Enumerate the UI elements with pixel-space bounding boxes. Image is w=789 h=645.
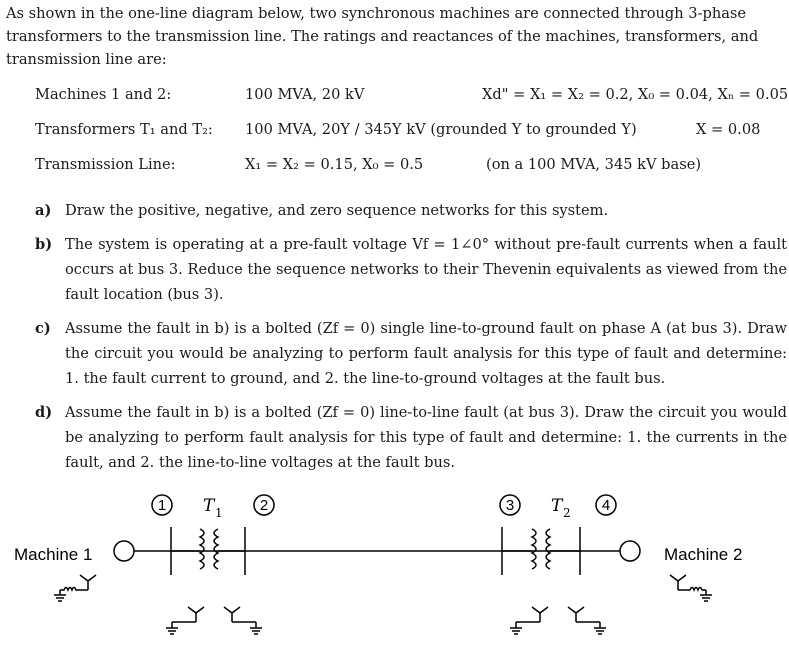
machine-1-symbol [114, 541, 134, 561]
t1-secondary-grounded-y-icon [224, 607, 262, 634]
question-c [35, 316, 787, 391]
question-d-label: d) [35, 404, 53, 421]
question-a-text: Draw the positive, negative, and zero sequence networks for this system. [65, 202, 609, 219]
reactances-transformers: X = 0.08 [696, 121, 761, 138]
question-b [35, 232, 787, 307]
rating-label-line: Transmission Line: [35, 156, 176, 173]
reactances-line: X₁ = X₂ = 0.15, X₀ = 0.5 [245, 156, 424, 173]
t2-secondary-grounded-y-icon [568, 607, 606, 634]
transformer-t1-symbol [171, 529, 245, 569]
question-b-label: b) [35, 236, 53, 253]
t2-label: T [551, 496, 563, 516]
machine-2-grounded-y-icon [670, 575, 712, 601]
t2-primary-grounded-y-icon [510, 607, 548, 634]
intro-paragraph: As shown in the one-line diagram below, two synchronous machines are connected through 3-phase transformers to the transmission line. The ratings and reactances of the machines, transformers, and transmission line are: [6, 5, 759, 68]
transformer-t2-symbol [502, 529, 580, 569]
machine-1-grounded-y-icon [54, 575, 96, 601]
question-d-text: Assume the fault in b) is a bolted (Zf = 0) line-to-line fault (at bus 3). Draw the circuit you would be analyzing to perform fault analysis for this type of fault and determine: 1. the currents in the fault, and 2. the line-to-line voltages at the fault bus. [65, 404, 787, 471]
rating-label-machines: Machines 1 and 2: [35, 86, 172, 103]
t1-primary-grounded-y-icon [166, 607, 204, 634]
reactances-machines: Xd" = X₁ = X₂ = 0.2, X₀ = 0.04, Xₙ = 0.05 [482, 86, 789, 103]
line-base-note: (on a 100 MVA, 345 kV base) [486, 156, 702, 173]
question-c-text: Assume the fault in b) is a bolted (Zf = 0) single line-to-ground fault on phase A (at bus 3). Draw the circuit you would be analyzing to perform fault analysis for this type of fault and determine: 1. the fault current to ground, and 2. the line-to-ground voltages at the fault bus. [65, 320, 787, 387]
t1-label: T [203, 496, 215, 516]
t2-subscript: 2 [563, 506, 571, 520]
t1-subscript: 1 [215, 506, 223, 520]
machine-2-label: Machine 2 [664, 545, 743, 564]
rating-value-machines: 100 MVA, 20 kV [245, 86, 365, 103]
rating-label-transformers: Transformers T₁ and T₂: [35, 121, 213, 138]
machine-1-label: Machine 1 [14, 545, 93, 564]
question-c-label: c) [35, 320, 51, 337]
question-d [35, 400, 787, 475]
question-a-label: a) [35, 202, 52, 219]
question-a [35, 198, 787, 223]
machine-2-symbol [620, 541, 640, 561]
bus-1-number: 1 [157, 497, 167, 514]
bus-2-number: 2 [259, 497, 269, 514]
rating-value-transformers: 100 MVA, 20Y / 345Y kV (grounded Y to grounded Y) [245, 121, 637, 138]
one-line-diagram [0, 487, 789, 645]
bus-4-number: 4 [601, 497, 611, 514]
bus-3-number: 3 [505, 497, 515, 514]
question-b-text: The system is operating at a pre-fault voltage Vf = 1∠0° without pre-fault currents when a fault occurs at bus 3. Reduce the sequence networks to their Thevenin equivalents as viewed from the fault location (bus 3). [65, 236, 787, 303]
